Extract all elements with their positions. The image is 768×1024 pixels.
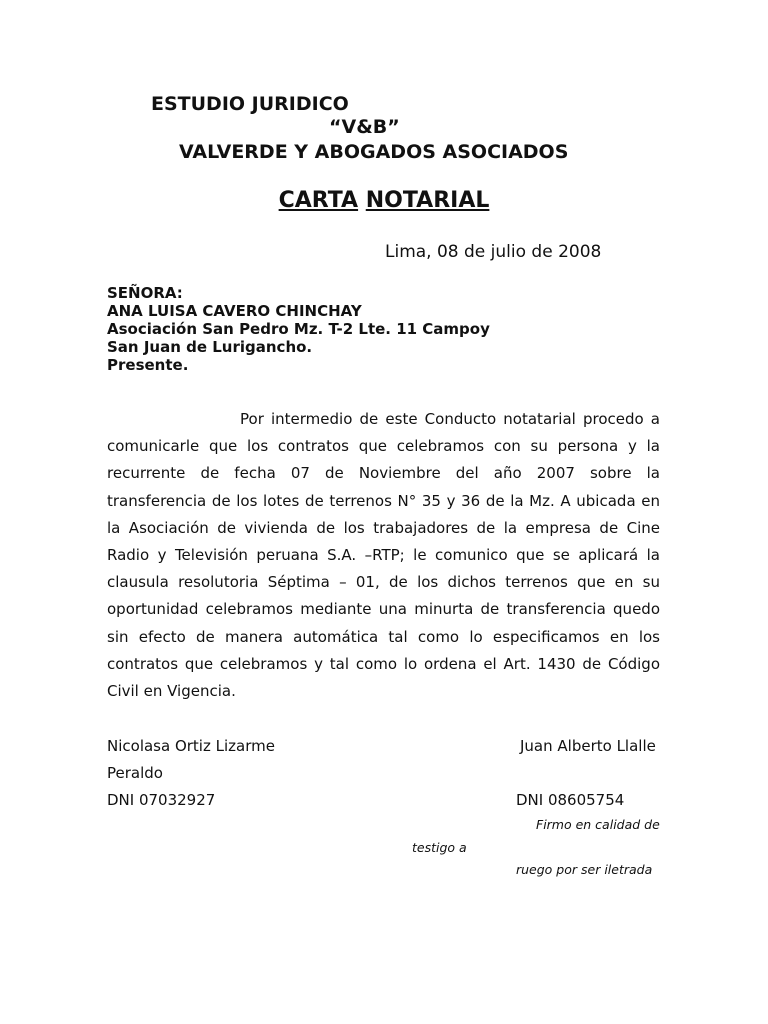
signer-left-name-cont: Peraldo bbox=[107, 764, 163, 782]
firm-name-line3: VALVERDE Y ABOGADOS ASOCIADOS bbox=[179, 141, 569, 163]
witness-note-line1: Firmo en calidad de bbox=[536, 817, 660, 832]
letter-date: Lima, 08 de julio de 2008 bbox=[385, 242, 602, 262]
signer-left-name: Nicolasa Ortiz Lizarme bbox=[107, 737, 275, 755]
title-word-notarial: NOTARIAL bbox=[365, 188, 490, 213]
signer-right-name: Juan Alberto Llalle bbox=[520, 737, 656, 755]
recipient-salutation: SEÑORA: bbox=[107, 284, 183, 302]
recipient-address-line2: San Juan de Lurigancho. bbox=[107, 338, 313, 356]
document-title bbox=[0, 186, 768, 216]
title-word-carta: CARTA bbox=[278, 188, 359, 213]
recipient-block bbox=[107, 284, 490, 374]
body-paragraph bbox=[107, 406, 660, 705]
recipient-name: ANA LUISA CAVERO CHINCHAY bbox=[107, 302, 362, 320]
letter-body bbox=[107, 406, 660, 705]
signer-right-dni: DNI 08605754 bbox=[516, 791, 625, 809]
body-paragraph-text: Por intermedio de este Conducto notatarial procedo a comunicarle que los contratos que celebramos con su persona y la recurrente de fecha 07 de Noviembre del año 2007 sobre la transferencia de los lotes de terrenos N° 35 y 36 de la Mz. A ubicada en la Asociación de vivienda de los trabajadores de la empresa de Cine Radio y Televisión peruana S.A. –RTP; le comunico que se aplicará la clausula resolutoria Séptima – 01, de los dichos terrenos que en su oportunidad celebramos mediante una minurta de transferencia quedo sin efecto de manera automática tal como lo especificamos en los contratos que celebramos y tal como lo ordena el Art. 1430 de Código Civil en Vigencia. bbox=[107, 410, 660, 701]
recipient-closing: Presente. bbox=[107, 356, 189, 374]
witness-note-line2: testigo a bbox=[412, 840, 467, 855]
firm-acronym: “V&B” bbox=[329, 116, 400, 138]
witness-note-line3: ruego por ser iletrada bbox=[516, 862, 653, 877]
firm-name-line1: ESTUDIO JURIDICO bbox=[151, 93, 349, 115]
recipient-address-line1: Asociación San Pedro Mz. T-2 Lte. 11 Campoy bbox=[107, 320, 490, 338]
signer-left-dni: DNI 07032927 bbox=[107, 791, 216, 809]
